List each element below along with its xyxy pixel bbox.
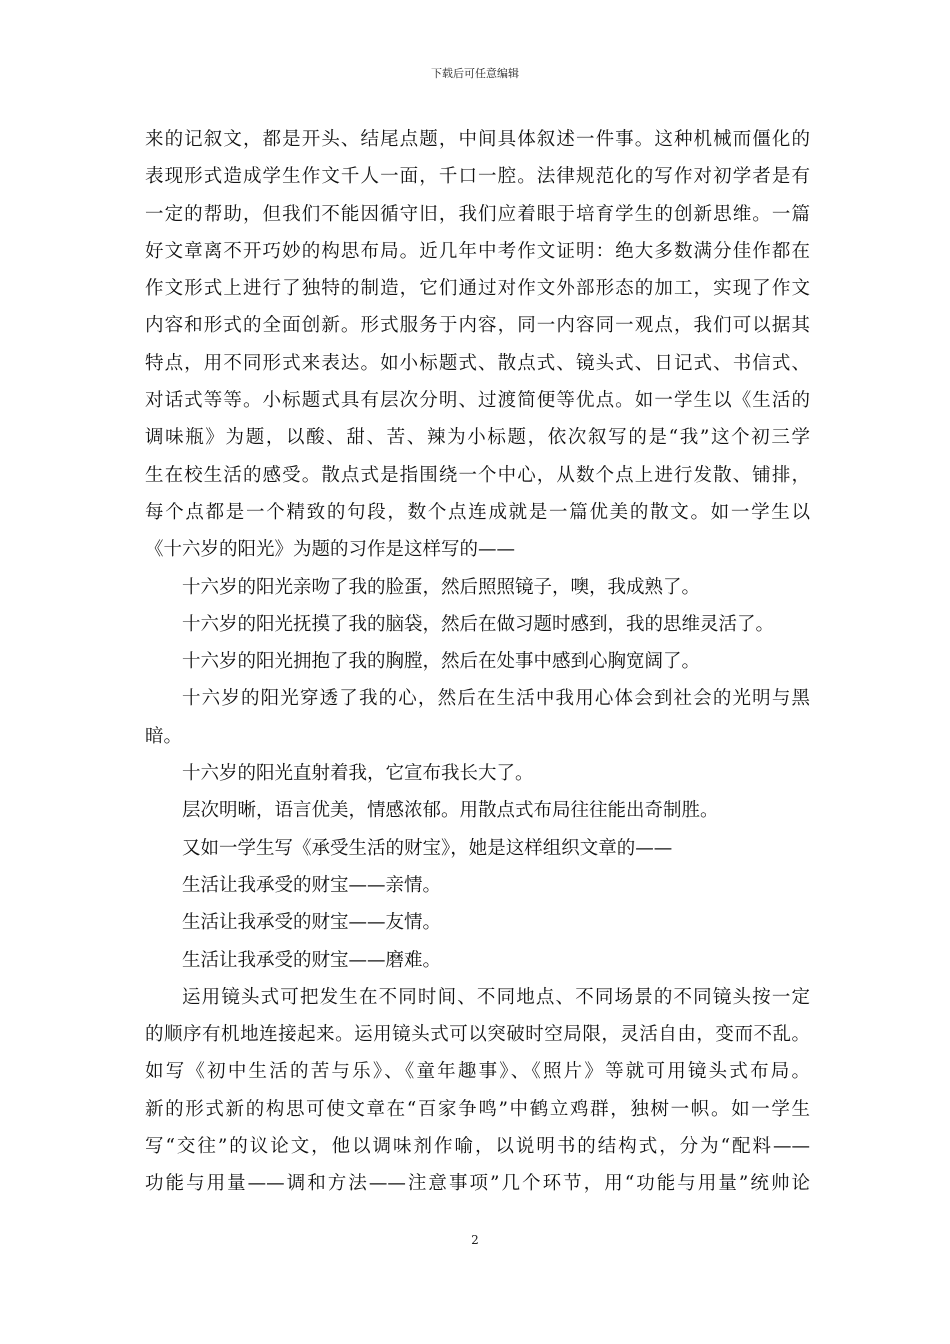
text-line: 新的形式新的构思可使文章在“百家争鸣”中鹤立鸡群，独树一帜。如一学生: [145, 1098, 810, 1120]
text-line: 的顺序有机地连接起来。运用镜头式可以突破时空局限，灵活自由，变而不乱。: [145, 1024, 810, 1046]
text-line: 来的记叙文，都是开头、结尾点题，中间具体叙述一件事。这种机械而僵化的: [145, 129, 810, 150]
text-line: 十六岁的阳光直射着我，它宣布我长大了。: [182, 763, 534, 785]
text-line: 一定的帮助，但我们不能因循守旧，我们应着眼于培育学生的创新思维。一篇: [145, 203, 810, 225]
text-line: 生活让我承受的财宝——亲情。: [182, 874, 442, 896]
text-line: 生活让我承受的财宝——友情。: [182, 912, 442, 934]
text-line: 十六岁的阳光亲吻了我的脸蛋，然后照照镜子，噢，我成熟了。: [182, 576, 701, 598]
text-line: 又如一学生写《承受生活的财宝》，她是这样组织文章的——: [182, 837, 673, 859]
text-line: 十六岁的阳光抚摸了我的脑袋，然后在做习题时感到，我的思维灵活了。: [182, 613, 775, 635]
text-line: 好文章离不开巧妙的构思布局。近几年中考作文证明：绝大多数满分佳作都在: [145, 240, 810, 262]
text-line: 生活让我承受的财宝——磨难。: [182, 949, 442, 971]
text-line: 如写《初中生活的苦与乐》、《童年趣事》、《照片》等就可用镜头式布局。: [145, 1061, 810, 1083]
text-line: 每个点都是一个精致的句段，数个点连成就是一篇优美的散文。如一学生以: [145, 501, 810, 523]
text-line: 暗。: [145, 725, 183, 747]
text-line: 功能与用量——调和方法——注意事项”几个环节，用“功能与用量”统帅论: [145, 1173, 810, 1195]
text-line: 十六岁的阳光穿透了我的心，然后在生活中我用心体会到社会的光明与黑: [182, 688, 810, 710]
text-line: 运用镜头式可把发生在不同时间、不同地点、不同场景的不同镜头按一定: [182, 986, 810, 1008]
text-line: 调味瓶》为题，以酸、甜、苦、辣为小标题，依次叙写的是“我”这个初三学: [145, 427, 810, 449]
text-line: 对话式等等。小标题式具有层次分明、过渡简便等优点。如一学生以《生活的: [145, 390, 810, 412]
document-body: [145, 121, 810, 1203]
text-line: 生在校生活的感受。散点式是指围绕一个中心，从数个点上进行发散、铺排，: [145, 464, 810, 486]
text-line: 表现形式造成学生作文千人一面，千口一腔。法律规范化的写作对初学者是有: [145, 166, 810, 188]
page-number: 2: [471, 1233, 479, 1247]
text-line: 作文形式上进行了独特的制造，它们通过对作文外部形态的加工，实现了作文: [145, 278, 810, 300]
text-line: 《十六岁的阳光》为题的习作是这样写的——: [145, 539, 516, 561]
text-line: 内容和形式的全面创新。形式服务于内容，同一内容同一观点，我们可以据其: [145, 315, 810, 337]
text-line: 层次明晰，语言优美，情感浓郁。用散点式布局往往能出奇制胜。: [182, 800, 719, 822]
text-line: 写“交往”的议论文，他以调味剂作喻，以说明书的结构式，分为“配料——: [145, 1136, 810, 1158]
text-line: 特点，用不同形式来表达。如小标题式、散点式、镜头式、日记式、书信式、: [145, 352, 810, 374]
text-line: 十六岁的阳光拥抱了我的胸膛，然后在处事中感到心胸宽阔了。: [182, 651, 701, 673]
page-header: 下载后可任意编辑: [431, 67, 519, 80]
